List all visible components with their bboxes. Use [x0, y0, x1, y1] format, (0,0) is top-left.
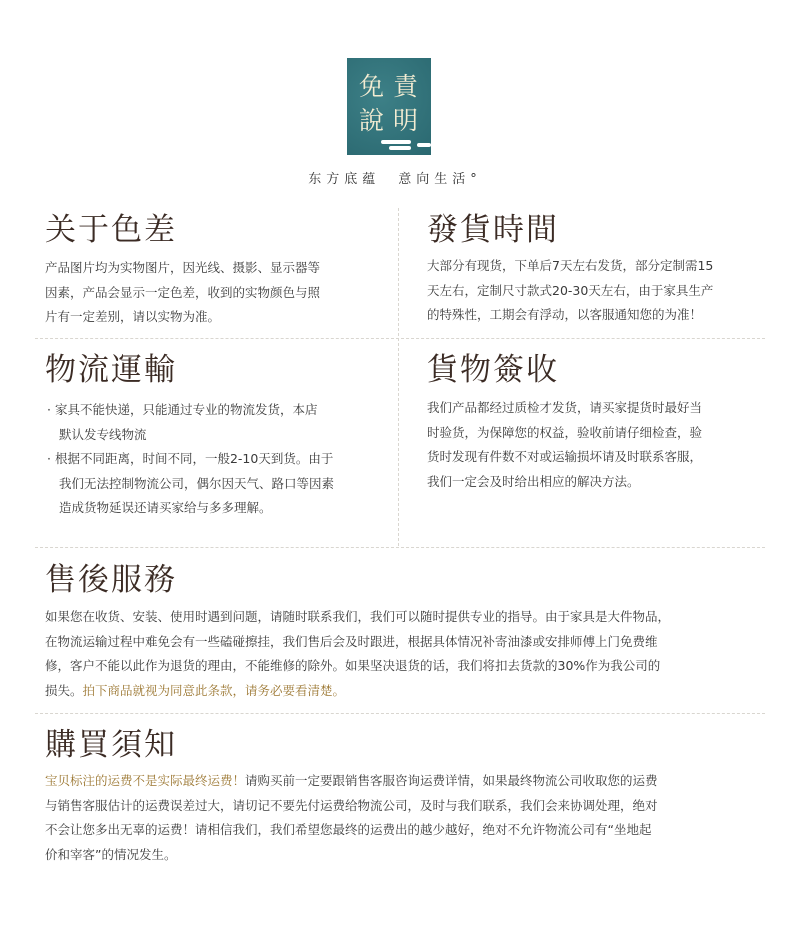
cloud-decoration [417, 143, 431, 147]
divider [35, 713, 765, 714]
disclaimer-logo [347, 58, 431, 155]
heading-logistics: 物流運輸 [45, 352, 177, 388]
heading-after-sales: 售後服務 [45, 562, 177, 598]
color-difference-text: 产品图片均为实物图片，因光线、摄影、显示器等 因素，产品会显示一定色差，收到的实物颜色与照 片有一定差别，请以实物为准。 [45, 260, 321, 324]
logo-char: 說 [359, 106, 385, 135]
logo-char: 免 [359, 72, 385, 101]
cloud-decoration [381, 140, 411, 144]
divider [35, 338, 765, 339]
heading-shipping-time: 發貨時間 [427, 212, 559, 248]
highlight-text: 拍下商品就视为同意此条款，请务必要看清楚。 [82, 682, 346, 698]
logo-char: 明 [393, 106, 419, 135]
vertical-divider [398, 208, 399, 546]
heading-color-difference: 关于色差 [45, 212, 177, 248]
logo-char: 責 [393, 72, 419, 101]
cloud-decoration [389, 146, 411, 150]
purchase-notice-text: 宝贝标注的运费不是实际最终运费！请购买前一定要跟销售客服咨询运费详情，如果最终物流公司收取您的运费 与销售客服估计的运费误差过大，请切记不要先付运费给物流公司，及时与我们联系，我们会来协调处理，绝对 不会让您多出无辜的运费！请相信我们，我们希望您最终的运费出的越少越好，绝对不允许物流公司有“坐地起 价和宰客”的情况发生。 [45, 773, 658, 862]
divider [35, 547, 765, 548]
highlight-text: 宝贝标注的运费不是实际最终运费！ [45, 773, 246, 788]
tagline: 东方底蕴 意向生活° [308, 172, 482, 187]
receipt-text: 我们产品都经过质检才发货，请买家提货时最好当 时验货，为保障您的权益，验收前请仔细检查，验 货时发现有件数不对或运输损坏请及时联系客服， 我们一定会及时给出相应的解决方法。 [427, 400, 703, 489]
heading-receipt: 貨物簽收 [427, 352, 559, 388]
shipping-time-text: 大部分有现货，下单后7天左右发货，部分定制需15 天左右，定制尺寸款式20-30天左右，由于家具生产 的特殊性，工期会有浮动，以客服通知您的为准！ [427, 258, 714, 322]
heading-purchase-notice: 購買須知 [45, 727, 177, 763]
logistics-text: · 家具不能快递，只能通过专业的物流发货，本店 默认发专线物流 · 根据不同距离，时间不同，一般2-10天到货。由于 我们无法控制物流公司，偶尔因天气、路口等因素 造成货物延误还请买家给与多多理解。 [47, 402, 335, 515]
after-sales-text: 如果您在收货、安装、使用时遇到问题，请随时联系我们，我们可以随时提供专业的指导。由于家具是大件物品， 在物流运输过程中难免会有一些磕碰擦挂，我们售后会及时跟进，根据具体情况补寄油漆或安排师傅上门免费维 修，客户不能以此作为退货的理由，不能维修的除外。如果坚决退货的话，我们将扣去货款的30%作为我公司的 损失。拍下商品就视为同意此条款，请务必要看清楚。 [45, 609, 671, 698]
